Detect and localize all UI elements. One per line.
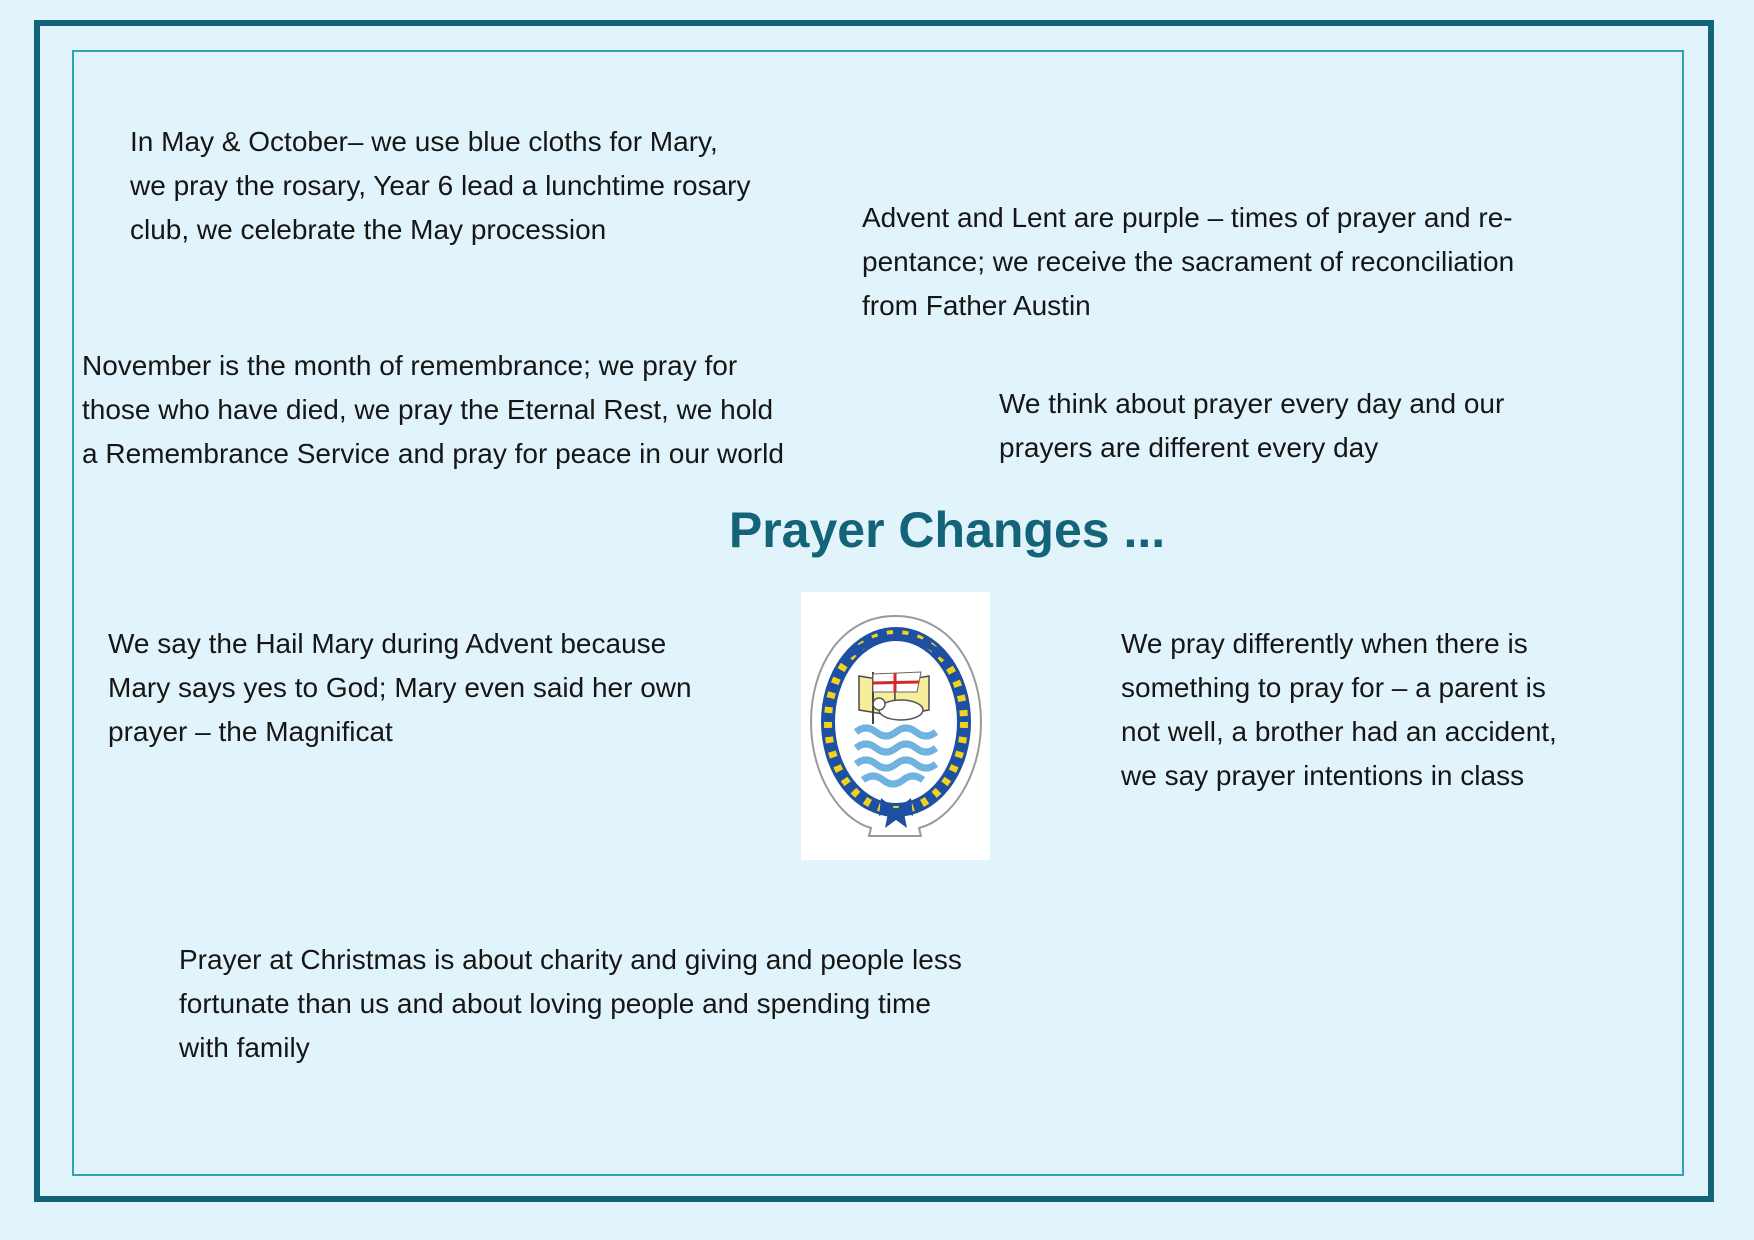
hail-mary-text: We say the Hail Mary during Advent because Mary says yes to God; Mary even said her own prayer – the Magnificat: [108, 628, 692, 747]
november-text: November is the month of remembrance; we pray for those who have died, we pray the Eternal Rest, we hold a Remembrance Service and pray for peace in our world: [82, 350, 784, 469]
school-crest-icon: [801, 592, 990, 860]
pray-differently-text: We pray differently when there is something to pray for – a parent is not well, a brother had an accident, we say prayer intentions in class: [1121, 628, 1557, 791]
may-october-text: In May & October– we use blue cloths for Mary, we pray the rosary, Year 6 lead a lunchtime rosary club, we celebrate the May procession: [130, 126, 751, 245]
advent-lent-text: Advent and Lent are purple – times of prayer and re- pentance; we receive the sacrament of reconciliation from Father Austin: [862, 202, 1515, 321]
every-day-text: We think about prayer every day and our prayers are different every day: [999, 388, 1505, 463]
page-title: Prayer Changes ...: [728, 502, 1166, 558]
christmas-text: Prayer at Christmas is about charity and giving and people less fortunate than us and about loving people and spending time with family: [179, 944, 962, 1063]
